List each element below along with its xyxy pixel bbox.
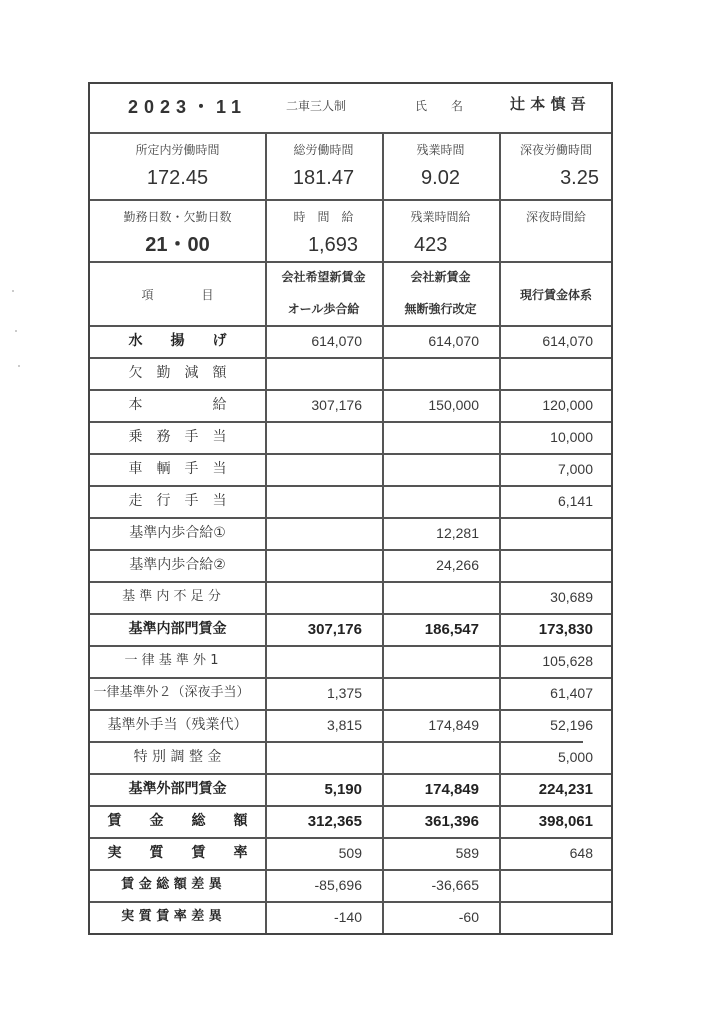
row-item-label: 基準外手当（残業代） — [107, 717, 248, 733]
row-value: 3,815 — [326, 717, 362, 733]
summary-label: 時 間 給 — [293, 210, 354, 224]
row-value: 186,547 — [424, 621, 479, 638]
row-value: 312,365 — [307, 813, 362, 830]
column-header-line2: オール歩合給 — [287, 302, 360, 316]
row-item-label: 走 行 手 当 — [128, 493, 227, 509]
scan-speck — [15, 330, 17, 332]
row-value: -140 — [333, 909, 362, 925]
row-value: 30,689 — [550, 589, 593, 605]
row-value: 1,375 — [326, 685, 362, 701]
summary-label: 勤務日数・欠勤日数 — [123, 210, 232, 224]
row-item-label: 水 揚 げ — [128, 333, 227, 349]
row-value: -60 — [458, 909, 479, 925]
summary-divider — [90, 261, 611, 263]
row-value: 361,396 — [424, 813, 479, 830]
column-header: 現行賃金体系 — [519, 288, 592, 302]
summary-value: 172.45 — [146, 167, 209, 189]
row-value: 10,000 — [550, 429, 593, 445]
summary-value: 21・00 — [145, 234, 210, 256]
summary-label: 深夜時間給 — [525, 210, 586, 224]
row-value: 61,407 — [550, 685, 593, 701]
summary-label: 残業時間 — [416, 143, 465, 157]
summary-label: 深夜労働時間 — [519, 143, 592, 157]
row-item-label: 基準内部門賃金 — [128, 621, 227, 637]
summary-value: 9.02 — [421, 167, 460, 189]
summary-value: 181.47 — [292, 167, 355, 189]
row-item-label: 欠 勤 減 額 — [128, 365, 227, 381]
row-value: 24,266 — [436, 557, 479, 573]
header-divider — [90, 132, 611, 134]
row-value: 5,190 — [324, 781, 362, 798]
column-divider — [265, 132, 267, 933]
row-divider — [90, 741, 499, 743]
row-value: 307,176 — [311, 397, 362, 413]
column-divider — [499, 132, 501, 933]
column-header-line2: 無断強行改定 — [404, 302, 477, 316]
row-value: 6,141 — [557, 493, 593, 509]
row-item-label: 賃 金 総 額 — [107, 813, 248, 829]
column-divider — [382, 132, 384, 933]
row-value: 398,061 — [538, 813, 593, 830]
row-value: 614,070 — [542, 333, 593, 349]
row-item-label: 賃 金 総 額 差 異 — [121, 877, 222, 892]
summary-label: 残業時間給 — [410, 210, 471, 224]
row-value: 509 — [338, 845, 362, 861]
column-header-line1: 会社希望新賃金 — [281, 270, 366, 284]
item-column-header: 項 目 — [141, 288, 214, 302]
row-value: 150,000 — [428, 397, 479, 413]
row-divider — [90, 837, 611, 839]
row-divider — [90, 709, 611, 711]
row-divider — [90, 357, 611, 359]
summary-label: 所定内労働時間 — [135, 143, 220, 157]
row-item-label: 一律基準外２（深夜手当） — [93, 685, 250, 700]
row-divider — [90, 421, 611, 423]
row-divider — [90, 773, 611, 775]
row-item-label: 実 質 賃 率 — [107, 845, 248, 861]
row-divider — [90, 517, 611, 519]
row-value: 614,070 — [428, 333, 479, 349]
summary-value: 3.25 — [560, 167, 599, 189]
row-value: 174,849 — [424, 781, 479, 798]
scan-speck — [18, 365, 20, 367]
row-divider — [90, 485, 611, 487]
row-value: 614,070 — [311, 333, 362, 349]
row-item-label: 基 準 内 不 足 分 — [122, 589, 221, 604]
row-value: 52,196 — [550, 717, 593, 733]
row-value: -36,665 — [431, 877, 479, 893]
row-divider-partial — [499, 741, 583, 743]
row-item-label: 基準内歩合給② — [129, 557, 226, 573]
column-header-line1: 会社新賃金 — [410, 270, 471, 284]
row-item-label: 実 質 賃 率 差 異 — [121, 909, 222, 924]
row-value: 174,849 — [428, 717, 479, 733]
row-value: 5,000 — [557, 749, 593, 765]
row-value: 589 — [455, 845, 479, 861]
row-item-label: 一 律 基 準 外 1 — [124, 653, 219, 668]
row-divider — [90, 901, 611, 903]
row-divider — [90, 869, 611, 871]
row-divider — [90, 549, 611, 551]
summary-divider — [90, 199, 611, 201]
period-label: 2023・11 — [128, 97, 248, 117]
row-item-label: 乗 務 手 当 — [128, 429, 227, 445]
row-divider — [90, 805, 611, 807]
row-value: 307,176 — [307, 621, 362, 638]
row-item-label: 基準外部門賃金 — [128, 781, 227, 797]
row-value: 173,830 — [538, 621, 593, 638]
row-divider — [90, 645, 611, 647]
row-item-label: 本 給 — [128, 397, 227, 413]
row-divider — [90, 453, 611, 455]
wage-comparison-sheet — [88, 82, 613, 935]
row-item-label: 基準内歩合給① — [129, 525, 226, 541]
column-header-divider — [90, 325, 611, 327]
row-value: 224,231 — [538, 781, 593, 798]
summary-label: 総労働時間 — [293, 143, 354, 157]
row-item-label: 車 輌 手 当 — [128, 461, 227, 477]
row-value: 7,000 — [557, 461, 593, 477]
system-label: 二車三人制 — [286, 99, 347, 113]
summary-value: 1,693 — [307, 234, 358, 256]
row-value: 105,628 — [542, 653, 593, 669]
summary-value: 423 — [414, 234, 448, 256]
row-divider — [90, 389, 611, 391]
row-item-label: 特 別 調 整 金 — [133, 749, 222, 765]
row-divider — [90, 677, 611, 679]
employee-name: 辻 本 慎 吾 — [510, 95, 586, 113]
row-value: 120,000 — [542, 397, 593, 413]
row-value: 12,281 — [436, 525, 479, 541]
name-label: 氏 名 — [415, 99, 464, 113]
scan-speck — [12, 290, 14, 292]
row-value: 648 — [569, 845, 593, 861]
row-divider — [90, 581, 611, 583]
row-divider — [90, 613, 611, 615]
row-value: -85,696 — [314, 877, 362, 893]
